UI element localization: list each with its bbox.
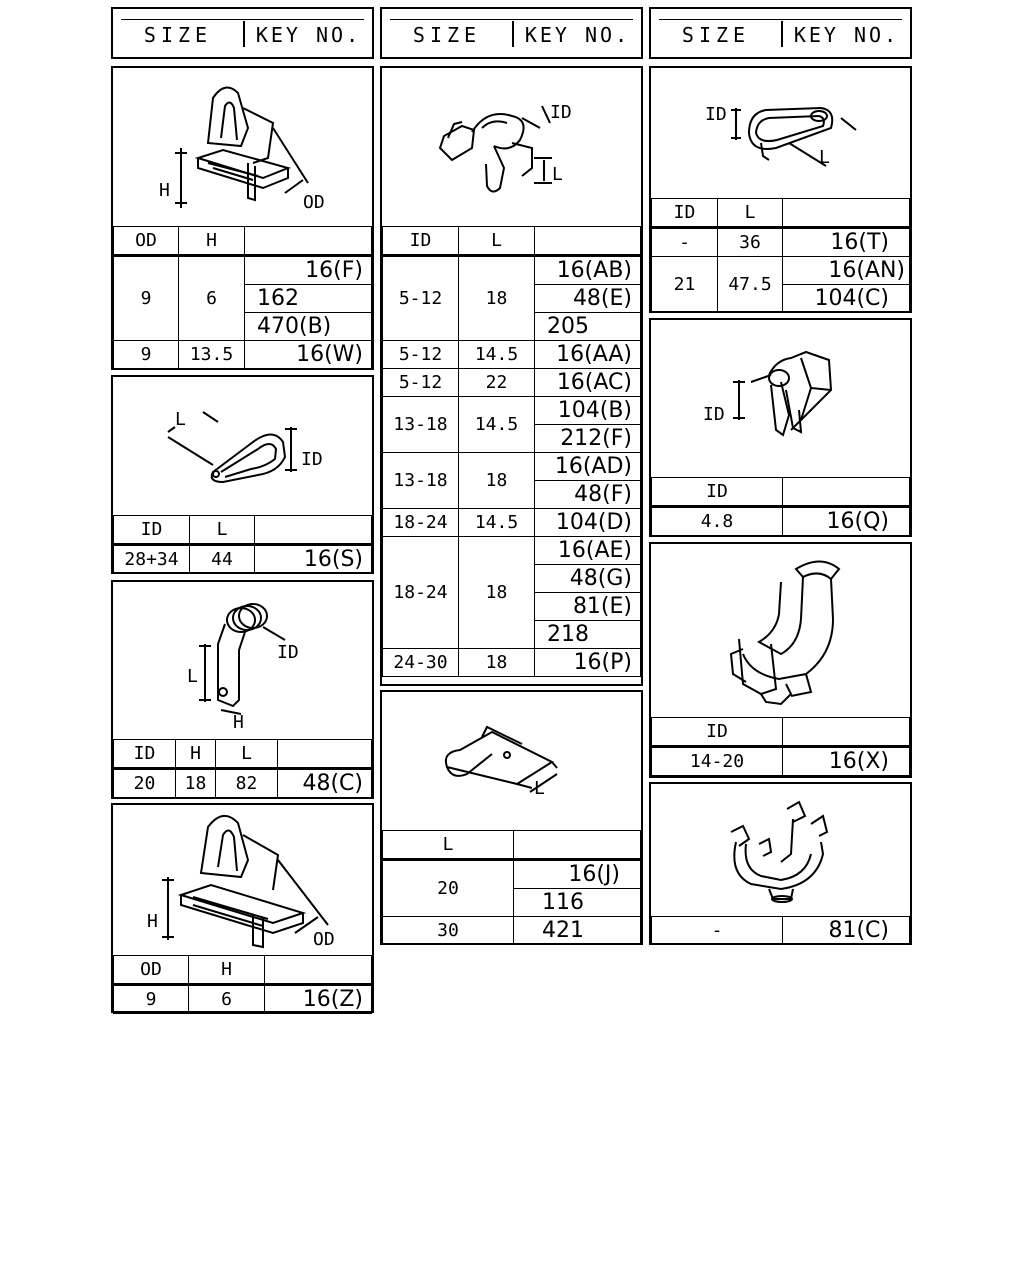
cell-id: 5-12 bbox=[383, 256, 459, 341]
cell-id: 14-20 bbox=[652, 747, 783, 776]
cell-key: 16(AC) bbox=[535, 369, 641, 397]
cell-id: 24-30 bbox=[383, 649, 459, 677]
spec-table bbox=[651, 198, 910, 313]
cell-key: 16(X) bbox=[783, 747, 910, 776]
cell-key: 470(B) bbox=[245, 313, 372, 341]
dim-label-l: L bbox=[819, 147, 830, 168]
size-heading: SIZE bbox=[143, 23, 213, 47]
col-head-l: L bbox=[216, 740, 278, 769]
col-head-h: H bbox=[179, 227, 245, 256]
clip-panel-pipe-holder bbox=[649, 542, 912, 778]
spec-table bbox=[651, 717, 910, 776]
spec-table bbox=[113, 739, 372, 798]
cell-id: 18-24 bbox=[383, 509, 459, 537]
double-holder-illustration bbox=[651, 784, 910, 916]
cell-od: 9 bbox=[114, 341, 179, 369]
clip-illustration bbox=[113, 805, 372, 955]
spec-table bbox=[651, 477, 910, 536]
cell-l: 18 bbox=[459, 537, 535, 649]
cell-key: 16(F) bbox=[245, 256, 372, 285]
spec-table bbox=[382, 830, 641, 945]
dim-label-h: H bbox=[147, 911, 158, 932]
cell-h: 6 bbox=[179, 256, 245, 341]
cell-key: 16(J) bbox=[514, 860, 641, 889]
dim-label-l: L bbox=[534, 778, 545, 799]
size-heading: SIZE bbox=[681, 23, 751, 47]
cell-key: 16(W) bbox=[245, 341, 372, 369]
dim-label-l: L bbox=[187, 666, 198, 687]
cell-key: 421 bbox=[514, 917, 641, 945]
cell-key: 81(E) bbox=[535, 593, 641, 621]
cell-l: 22 bbox=[459, 369, 535, 397]
col-head-l: L bbox=[718, 199, 783, 228]
cell-od: 9 bbox=[114, 985, 189, 1014]
cell-key: 16(T) bbox=[783, 228, 910, 257]
col-head-id: ID bbox=[114, 516, 190, 545]
cell-h: 13.5 bbox=[179, 341, 245, 369]
cell-key: 212(F) bbox=[535, 425, 641, 453]
clip-panel-push-type-double bbox=[111, 803, 374, 1013]
cell-id: - bbox=[652, 917, 783, 945]
dim-label-od: OD bbox=[303, 192, 325, 213]
spec-table bbox=[651, 916, 910, 945]
clip-panel-wire-clip bbox=[649, 318, 912, 537]
header-box bbox=[649, 7, 912, 59]
loop-clip-illustration bbox=[651, 68, 910, 198]
cell-key: 218 bbox=[535, 621, 641, 649]
dim-label-id: ID bbox=[550, 102, 572, 123]
dim-label-h: H bbox=[159, 180, 170, 201]
col-head-h: H bbox=[189, 956, 265, 985]
spec-table bbox=[113, 955, 372, 1014]
clip-illustration bbox=[113, 68, 372, 226]
cell-key: 16(S) bbox=[255, 545, 372, 574]
cell-l: 18 bbox=[459, 649, 535, 677]
cell-key: 104(C) bbox=[783, 285, 910, 313]
col-head-l: L bbox=[459, 227, 535, 256]
cell-l: 18 bbox=[459, 256, 535, 341]
dim-label-id: ID bbox=[703, 404, 725, 425]
cell-key: 48(G) bbox=[535, 565, 641, 593]
key-no-heading: KEY NO. bbox=[793, 23, 900, 47]
cell-l: 44 bbox=[190, 545, 255, 574]
cell-key: 16(AE) bbox=[535, 537, 641, 565]
cell-h: 6 bbox=[189, 985, 265, 1014]
cell-l: 14.5 bbox=[459, 397, 535, 453]
header-box bbox=[111, 7, 374, 59]
dim-label-id: ID bbox=[301, 449, 323, 470]
cell-id: 5-12 bbox=[383, 341, 459, 369]
clip-panel-loop-clip bbox=[649, 66, 912, 313]
clip-panel-p-clamp bbox=[111, 375, 374, 574]
cell-l: 36 bbox=[718, 228, 783, 257]
cell-l: 18 bbox=[459, 453, 535, 509]
cell-key: 48(F) bbox=[535, 481, 641, 509]
col-head-l: L bbox=[383, 831, 514, 860]
col-head-od: OD bbox=[114, 956, 189, 985]
cell-id: 4.8 bbox=[652, 507, 783, 536]
harness-clamp-illustration bbox=[382, 68, 641, 226]
col-head-h: H bbox=[176, 740, 216, 769]
cell-key: 48(E) bbox=[535, 285, 641, 313]
cell-key: 116 bbox=[514, 889, 641, 917]
col-head-id: ID bbox=[652, 478, 783, 507]
cell-id: 13-18 bbox=[383, 453, 459, 509]
cell-key: 16(P) bbox=[535, 649, 641, 677]
header-box bbox=[380, 7, 643, 59]
dim-label-l: L bbox=[552, 164, 563, 185]
pipe-holder-illustration bbox=[651, 544, 910, 717]
cell-key: 16(AA) bbox=[535, 341, 641, 369]
cell-od: 9 bbox=[114, 256, 179, 341]
cell-id: - bbox=[652, 228, 718, 257]
col-head-id: ID bbox=[114, 740, 176, 769]
cell-l: 82 bbox=[216, 769, 278, 798]
spring-plate-illustration bbox=[382, 692, 641, 830]
dim-label-h: H bbox=[233, 712, 244, 733]
spec-table bbox=[113, 226, 372, 369]
cell-key: 16(AD) bbox=[535, 453, 641, 481]
cell-key: 205 bbox=[535, 313, 641, 341]
cell-key: 48(C) bbox=[278, 769, 372, 798]
size-heading: SIZE bbox=[412, 23, 482, 47]
cell-key: 104(D) bbox=[535, 509, 641, 537]
cell-l: 14.5 bbox=[459, 341, 535, 369]
cell-key: 104(B) bbox=[535, 397, 641, 425]
cell-l: 20 bbox=[383, 860, 514, 917]
col-head-id: ID bbox=[383, 227, 459, 256]
cell-l: 30 bbox=[383, 917, 514, 945]
clip-panel-spring-plate bbox=[380, 690, 643, 945]
cell-key: 162 bbox=[245, 285, 372, 313]
cell-key: 16(Q) bbox=[783, 507, 910, 536]
wire-clip-illustration bbox=[651, 320, 910, 477]
cell-id: 5-12 bbox=[383, 369, 459, 397]
key-no-heading: KEY NO. bbox=[524, 23, 631, 47]
cell-id: 20 bbox=[114, 769, 176, 798]
col-head-id: ID bbox=[652, 718, 783, 747]
spec-table bbox=[113, 515, 372, 574]
clip-panel-double-holder bbox=[649, 782, 912, 945]
cell-h: 18 bbox=[176, 769, 216, 798]
dim-label-od: OD bbox=[313, 929, 335, 950]
cell-id: 13-18 bbox=[383, 397, 459, 453]
col-head-l: L bbox=[190, 516, 255, 545]
col-head-id: ID bbox=[652, 199, 718, 228]
clip-panel-push-type-od bbox=[111, 66, 374, 370]
key-no-heading: KEY NO. bbox=[255, 23, 362, 47]
cell-id: 28+34 bbox=[114, 545, 190, 574]
cell-l: 14.5 bbox=[459, 509, 535, 537]
cell-key: 16(AB) bbox=[535, 256, 641, 285]
clip-panel-spring-clip bbox=[111, 580, 374, 799]
dim-label-id: ID bbox=[277, 642, 299, 663]
cell-id: 18-24 bbox=[383, 537, 459, 649]
col-head-od: OD bbox=[114, 227, 179, 256]
cell-id: 21 bbox=[652, 257, 718, 313]
cell-key: 81(C) bbox=[783, 917, 910, 945]
cell-key: 16(Z) bbox=[265, 985, 372, 1014]
clip-panel-harness-clamp bbox=[380, 66, 643, 686]
spring-clip-illustration bbox=[113, 582, 372, 739]
spec-table bbox=[382, 226, 641, 677]
dim-label-id: ID bbox=[705, 104, 727, 125]
dim-label-l: L bbox=[175, 409, 186, 430]
cell-key: 16(AN) bbox=[783, 257, 910, 285]
cell-l: 47.5 bbox=[718, 257, 783, 313]
clamp-illustration bbox=[113, 377, 372, 515]
